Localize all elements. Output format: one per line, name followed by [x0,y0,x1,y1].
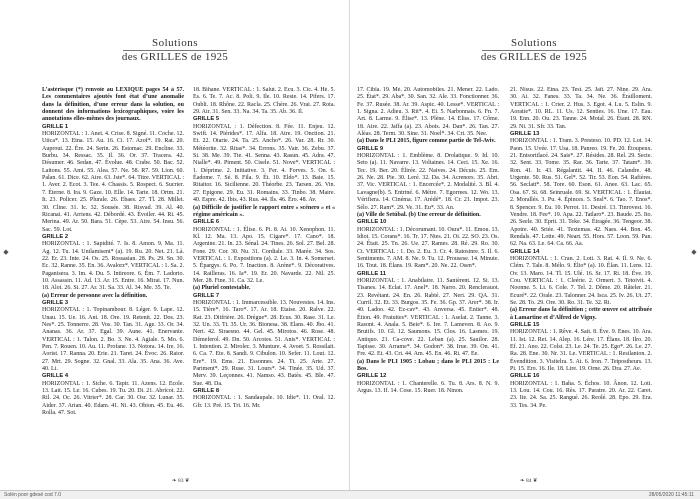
solution-paragraph: HORIZONTAL : 1. Immarcessible. 13. Nouvestes. 14. Ins. 15. Tière*. 16. Taro*. 17. Ar. 18. Etaise. 20. Ralve. 22. Rat. 23. Ditfrière. 26. Drégue*. 28. Ecus. 30. Rase. 31. Le. 32. Un. 33. Tt. 35. Ur. 36. Bionesa. 38. Elans. 40. Jbo. 41. Nert. 42. Siraesno. 44. Gel. 45. Mirotos. 46. Rose. 48. Démeferol. 49. Dn. 50. Arcotes. 51. Anis*. VERTICAL : 1. Intention. 2. Mirolec. 3. Munture. 4. Avoet. 5. Rossilait. 6. Ca. 7. Ete. 8. Sandi. 9. Cibulon. 10. Sefer. 11. Lout. 12. Ere*. 19. Ems. 21. Essonnes. 24. Tt. 25. Arte. 27. Pariment*. 29. Ruse. 31. Lours*. 34. Tinée. 35. Ud. 37. Merv. 39. Leçonnes. 41. Namso. 43. Batès. 45. Ble. 47. Sue. 48. Da. [193,299,335,387]
left-page-number: ❧ 83 ❦ [172,478,190,484]
grid-heading: GRILLE 14 [510,248,540,255]
grid-heading: GRILLE 12 [357,373,387,380]
solution-paragraph: HORIZONTAL : 1. Sandaupale. 10. Idie*. 11. Oral. 12. Gfr. 13. Pré. 15. Tri. 16. Mr. [193,395,335,409]
grid-heading: GRILLE 2 [42,233,69,240]
solution-paragraph: HORIZONTAL : 1. Emblème. 8. Drolatique. 9. Id. 10. Seto (a). 11. Navarre. 13. Voltaines. 14. Cect. 15. Xe. 16. Tec. 19. Ber. 20. Élirée. 22. Naives. 24. Décuis. 25. Em. 26. Ne. 28. Pie. 30. Leré. 32. Da. 34. Acrenors. 35. Abri. 37. Vic. VERTICAL : 1. Encercée*. 2. Modalité. 3. Bl. 4. Lavagne(b). 5. Entriné. 6. Métre. 7. Egorrees. 12. Wo. 13. Vérifiera. 14. Cinéma. 17. Arédé*. 18. Cr. 21. Impot. 23. Sélo. 27. Ram*. 29. Ve. 31. Eu*. 33. An. [357,153,499,211]
grid-heading: GRILLE 15 [510,322,540,328]
solution-paragraph: HORIZONTAL : 1. Topinambour. 8. Léger. 9. Lape. 12. Unau. 15. Ue. 16. Ant. 18. Ore. 19. Retenit. 22. Dos. 23. Nes*. 25. Tonnerre. 28. Vos. 30. Tan. 31. Age. 33. Or. 34. Ananas. 36. Ar. 37. Egal. 39. Aune. 41. Enervante. VERTICAL : 1. Talon. 2. Bo. 3. Ne. 4. Agiale. 5. Mo. 6. Pen. 7. Rouen. 10. Au. 11. Profane. 13. Notora. 14. Ire. 16. Aorist. 17. Ranna. 20. Erie. 21. Taret. 24. Évoc. 26. Raior. 27. Mrt. 29. Sogne. 32. Gnal. 33. Ala. 35. Ana. 36. Ave. 40. Li. [42,307,184,373]
timestamp-label: 28/05/2020 11:45:11 [648,492,694,498]
solution-paragraph: 18. Bihane. VERTICAL : 1. Salut. 2. Écu. 3. Cic. 4. Hé. 5. Es. 6. Te. 7. Ac. 8. Poli. 9. Ile. 10. Reste. 14. Pifers. 17. Oubli. 18. Rhône. 22. Racla. 25. Chère. 26. Vrai. 27. Rota. 29. Air. 31. Sen. 33. Na. 34. Ta. 35. Ab. 36. Il. [193,87,335,116]
left-column-2 [193,87,335,475]
left-title-line1: Solutions [151,37,199,49]
previous-page-arrow-icon[interactable]: ◆ [3,248,9,256]
page-gutter [349,0,350,490]
solution-paragraph: HORIZONTAL : 1. Décorumant. 10. Oura*. 11. Emou. 13. Idiot. 15. Corans*. 16. Tr. 17. Ntes. 21. Oi. 22. SO. 23. Os. 24. Était. 25. Tn. 26. Ue. 27. Rames. 28. Ré. 29. Ro. 30. Ct. VERTICAL : 1. Do. 2. Eu. 3. Cr. 4. Ratosinre. 5. Il. 6. Sentiments. 7. AM. 8. Ne. 9. Tu. 12. Prousese. 14. Minute. 16. Tout. 18. Élans. 19. Ram*. 20. Ne. 22. Osen*. [357,226,499,270]
grid-heading: GRILLE 3 [42,299,69,306]
solution-paragraph: HORIZONTAL : 1. Anet. 4. Crise. 8. Signé. 11. Coche. 12. Utica*. 13. Etna. 15. Au. 16. Ci. 17. Azof*. 19. Rat. 20. Auprout. 22. Ére. 24. Serin. 26. Estomac. 29. Encline. 33. Burbu. 34. Ressac. 35. Il. 36. Or. 37. Tracera. 42. Désumer. 46. Sedan. 47. Évolue. 48. Crabe. 50. Bac. 52. Laitons. 55. Ami. 55. Alea. 57. Ne. 58. R7. 59. Lion. 60. Palan. 61. Dice. 62. Aire. 63. Jste*. 64. Titre. VERTICAL : 1. Aver. 2. Ecot. 3. Tee. 4. Chassis. 5. Rospect. 6. Sucrier. 7. Éterne. 8. Ira. 9. Gaze. 10. Elle. 14. Tarte. 18. Ortm. 21. It. 23. Policer. 25. Plurale. 26. Ebaes. 27. Tl. 28. Millet. 30. Cline. 31. Ic. 32. Sousée. 38. Risvad. 39. Al. 40. Ricanai. 41. Arriens. 42. Débordé. 43. Évoiler. 44. Ri. 45. Merina. 49. Ar. 50. Bara. 51. Cèpe. 53. Aire. 54. Insu. 56. Sac. 59. Lot. [42,131,184,233]
note-paragraph: (a) Erreur de personne avec la définition. [42,292,148,299]
grid-heading: GRILLE 11 [357,270,386,277]
next-page-arrow-icon[interactable]: ◆ [691,248,697,256]
grid-heading: GRILLE 9 [357,145,384,152]
solution-paragraph: HORIZONTAL : 1. Chanterelle. 6. Tu. 8. Ars. 8. N. 9. Argus. 13. If. 14. Cose. 15. Ruer. 18. Ninon. [357,380,499,395]
left-title-line2: des GRILLES de 1925 [121,51,229,63]
right-title-line2: des GRILLES de 1925 [480,51,588,63]
right-column-2 [510,87,652,475]
solution-paragraph: HORIZONTAL : 1. Anabilaire. 11. Sanièrent. 12. Si. 13. Tisanes. 14. Eclat. 17. Anel*. 18. Narro. 20. Renclerauot. 23. Revètant. 24. En. 26. Rabté. 27. Neri. 29. QA. 31. Curril. 32. Et. 33. Burgos. 35. Fe. 36. Gp. 37. Arer*. 38. Ir. 40. Ladoo. 42. Ez-cav*. 43. Anversa. 45. Entier*. 48. Étion. 49. Fratuites*. VERTICAL : 1. Aselat. 2. Tanne. 3. Rasont. 4. Anala. 5. Beie*. 6. Ire. 7. Lameven. 8. Ao. 9. Brutifs. 10. Gl. 12. Saumons. 15. Clos. 16. Lasmes. 19. Antiquo. 21. Ca-cove. 22. Leban (a). 25. Sauilor. 28. Tapisse. 30. Arrame*. 34. Godon*. 38. Irue. 39. On. 41. Fre. 42. Et. 43. Cri. 44. Am. 45. En. 46. Ri. 47. Ee. [357,277,499,358]
note-paragraph: (a) Erreur dans la définition ; cette œuvre est attribuée à Lamartine et d’Alfred de Vigny. [510,307,652,321]
left-page-title [115,38,235,63]
solution-paragraph: HORIZONTAL : 1. Siche. 6. Tapir. 11. Azens. 12. Ecole. 13. Lait. 15. Le. 16. Cubes. 19. Tu. 20. Di. 21. Abricot. 22. Ril. 24. Oc. 26. Vitrier*. 28. Car. 30. Osr. 32. Lunar. 35. Aider. 37. Arian. 40. Edam. 41. Ni. 43. Obion. 45. Eu. 46. Rolla. 47. Sot. [42,380,184,417]
grid-heading: GRILLE 6 [193,219,220,226]
note-paragraph: (a) Dans le PLI 2015, figure comme partie de Tel-Aviv. [357,138,496,145]
right-page-title [474,38,594,63]
solution-paragraph: HORIZONTAL : 1. Baha. 5. Échos. 10. Ânon. 12. Loti. 13. Lou. 14. Cou. 16. Rès. 17. Paratre. 20. Ar. 22. Caret. 23. Ite. 24. Sa. 25. Rangué. 26. Reolé. 28. Epo. 29. Era. 33. Tes. 34. Pe. [510,380,652,409]
grid-heading: GRILLE 4 [42,373,69,380]
note-paragraph: L’astérisque (*) renvoie au LEXIQUE pages 54 à 57. Les commentaires ajoutés font état d’une anomalie dans la définition, d’une erreur dans la solution, ou donnent des informations lexicographiques, voire les annotations elles-mêmes des journaux. [42,87,184,123]
right-column-1 [357,87,499,475]
grid-heading: GRILLE 7 [193,292,220,299]
solution-paragraph: HORIZONTAL : 1. Cran. 2. Loti. 3. Rat. 4. Il. 9. Ne. 6. Clém. 7. Tale. 8. Mélo. 9. Élio* (a). 10. Élan. 11. Lens. 12. Ov. 13. Maro. 14. Tl. 15. Ulé. 16. Sr. 17. Ri. 18. Éve. 19. Cou. VERTICAL : 1. Cleérie. 2. Ormert. 3. Tetoivit. 4. Noonne. 5. Li. 6. Cole. 7. Tel. 2. Dôme. 20. Râteler. 21. Ecuré*. 22. Orale. 23. Talonner. 24. Isca. 25. Iv. 26. Ut. 27. Se. 28. To. 29. Ore. 30. Ro. 31. Te. 32. Ri. [510,255,652,306]
left-column-1 [42,87,184,475]
grid-heading: GRILLE 10 [357,219,387,226]
solution-paragraph: 21. Nisus. 22. Étna. 23. Test. 25. Jaït. 27. Nine. 29. Ara. 30. Ai. 32. Fanes. 33. Ta. 34. Ne. 36. Érailloment. VERTICAL : 1. Crier. 2. Hus. 3. Egot. 4. Lu. 5. Eslin. 9. Aoratie*. 10. RL. 11. Us. 12. Senties. 16. Une. 17. Eau. 19. Enn. 20. Ou. 23. Tanne. 24. Motal. 26. Étant. 28. RN. 29. Ni. 31. Sfr. 33. Tan. [510,87,652,130]
right-title-line1: Solutions [510,37,558,49]
note-paragraph: (a) Ville de Setúbal. (b) Une erreur de définition. [357,211,481,218]
note-paragraph: (a) Dans le PLI 1905 : Lobau ; dans le PLI 2015 : Le Bos. [357,358,499,373]
grid-heading: GRILLE 16 [510,373,540,380]
solution-paragraph: 17. Cibla. 19. Mé. 20. Automobiles. 21. Mener. 22. Lado. 25. État*. 29. Aba*. 30. San. 32. Ale. 33. Fonctionner. 36. Fe. 37. Rusée. 38. Ar. 39. Aspic. 40. Lesse*. VERTICAL : 1. Signa. 2. Adieu. 3. Rit*. 4. Ei. 5. Narbonnais. 6. Fn. 7. Art. 8. Larme. 9. Élise*. 13. Plène. 14. Eliss. 17. Côme. 18. Aire. 22. Jaffa (a). 23. Abois. 24. Dan*. 26. Tan. 27. Aléas. 28. Term. 30. Sine. 31. Noel*. 34. Cri. 35. Nee. [357,87,499,138]
solution-paragraph: HORIZONTAL : 1. Sapidité. 7. Is. 8. Amon. 9. Ma. 11. Ag. 12. Tu. 14. Unilamisent* (a). 19. Ru. 20. Net. 21. Là. 22. Er. 23. Inte. 24. Os. 25. Rossasian. 28. Ps. 29. Sn. 30. Ec. 32. Ranne. 35. En. 36. Avalorz*. VERTICAL : 1. Sa. 2. Paganisera. 3. Im. 4. Du. 5. Intireore. 6. Ém. 7. Ladorio. 10. Assassin. 11. Ad. 13. Ar. 15. Entre. 16. Mirai. 17. Nun. 18. Alot. 26. Si. 27. Ar. 31. Sa. 33. Al. 34. Me. 35. Te. [42,241,184,292]
note-paragraph: (a) Pluriel contestable. [193,285,251,292]
note-paragraph: (a) Difficile de justifier le rapport entre « scénero » et « régime américain ». [193,204,335,218]
grid-heading: GRILLE 1 [42,123,69,130]
file-name-label: Solén poor gdesé cod 7.0 [4,492,61,498]
solution-paragraph: HORIZONTAL : 1. Élise. 6. Pi. 8. Ai. 10. Xenophon. 11. Kl. 12. Ma. 13. Apo. 15. Cigare*. 17. Cano*. 18. Argenine. 21. In. 23. Sénal. 24. Tines. 26. Sol. 27. Bel. 28. Fone. 29. Cor. 30. Nu. 31. Cordiale. 33. Marée. 34. Sos. VERTICAL : 1. Expositions (a). 2. Le. 3. In. 4. Somerset. 5. Épargys. 6. Po. 7. Inaction. 8. Aréne*. 9. Décoratives. 14. Railleras. 16. Ia*. 19. Er. 20. Navarde. 22. Nil. 25. Mer. 28. Fine. 31. Ca. 32. Le. [193,226,335,284]
right-page-number: ❧ 84 ❦ [520,478,538,484]
grid-heading: GRILLE 5 [193,116,220,123]
solution-paragraph: HORIZONTAL : 1. Rêve. 4. Sait. 8. Éve. 9. Enes. 10. Ara. 11. Ist. 12. Ret. 14. Alep. 16. Lére. 17. Élans. 18. Ilro. 20. Ef. 21. Ano. 22. Colst. 23. Le. 24. Te. 25. Ego*. 26. Le. 27. Ra. 28. Ene. 30. Nr. 31. Le. VERTICAL : 1. Resilanion. 2. Évendition. 3. Visitelra. 5. At. 6. Iron. 7. Tetpostheurs. 13. Pi. 15. Ero. 16. Ile. 18. Lire. 19. Orne. 26. Dra. 27. Ae. [510,329,652,373]
solution-paragraph: HORIZONTAL : 1. Tram. 3. Presteso. 10. PD. 12. Lot. 14. Paon. 15. Uvée. 17. Usa. 18. Panreo. 19. Fe. 20. Étoupeux. 21. Entsortilacé. 24. Sais*. 27. Résides. 28. Rel. 29. Secte. 32. Sent. 33. Tome. 35. Rar. 36. Tarte. 37. Tatam*. 39. Ron. 41. Ir. 43. Régalantit. 44. II. 46. Calandre. 48. Urgente. 50. Rus. 51. Gel*. 52. Tir. 53. Eon. 54. Rafières. 56. Seclatt*. 58. Tore. 60. Eson. 61. Anee. 63. Lac. 65. Osa. 67. Si. 68. Seinruale. 69. Si. VERTICAL : 1. Élauiat. 2. Morallés. 3. Pu. 4. Épinces. 5. Snsl*. 6. Tao. 7. Enos*. 8. Spencer. 9. Eu. 10. Perrot. 11. Desiré. 13. Tinrovest. 16. Vendre. 18. Fee*. 19. Apa. 22. Tatlaro*. 23. Baude. 25. Ito. 26. Seele. 30. Eprit. 31. Teke. 34. Étragée. 36. Tengeor. 38. Apotre. 40. Sriée. 41. Textemas. 42. Naes. 44. Bon. 45. Rendals. 47. Lotte. 49. Neart. 55. Hors. 57. Loon. 59. Pan. 62. Na. 63. Le. 64. Ca. 66. Aa. [510,138,652,248]
grid-heading: GRILLE 8 [193,388,220,395]
solution-paragraph: HORIZONTAL : 1. Défection. 8. Fée. 11. Enjeu. 12. Swift. 14. Piérides*. 17. Alfa. 18. Atre. 19. Onction. 21. Et. 22. Otarie. 24. Ta. 25. Ancho*. 26. Var. 28. Rr. 30. Météorite. 32. Ritas*. 34. Errons. 35. Vair. 36. Zebu. 37. Si. 38. Me. 39. Tte. 41. Senna. 43. Rasun. 45. Adra. 47. Nialle*. 49. Piment. 50. Cisele. 51. Nove*. VERTICAL : 1. Déprime. 2. Initiative. 3. Fer. 4. Forves. 5. On. 6. Éadome. 7. Sé. 8. Fila. 9. Ét. 10. Eldo*. 13. Baie. 15. Ritaitor. 16. Sicilienne. 20. Théorbe. 23. Tarsen. 26. Vin. 27. Epigone. 29. Eu. 31. Romains. 33. Tinbo. 38. Maire. 40. Espre. 42. Ibis. 43. Rus. 44. Ils. 46. Éro. 48. Av. [193,123,335,204]
grid-heading: GRILLE 13 [510,131,540,138]
